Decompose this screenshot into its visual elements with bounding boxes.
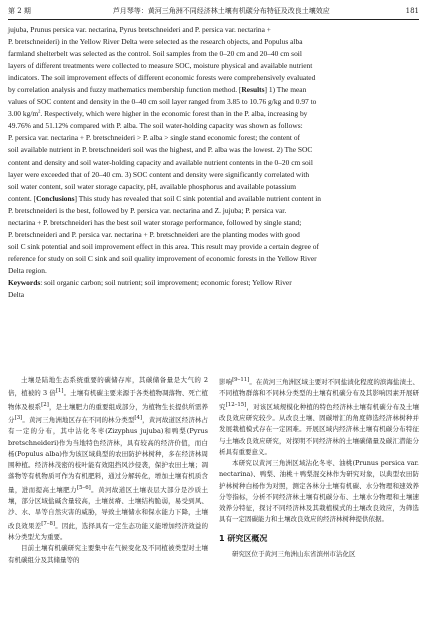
intro-paragraph <box>8 375 208 543</box>
intro-paragraph <box>219 375 419 458</box>
right-column <box>219 375 419 631</box>
abstract-line: soil C sink potential and soil improvement effect in this area. This result may provide a certain degree of <box>8 241 319 251</box>
citation: [7–8] <box>41 520 56 527</box>
abstract-line: P. bretschneideri is the best, followed by P. persica var. nectarina and Z. jujuba; P. persica var. <box>8 205 287 215</box>
abstract-text: ] This study has revealed that soil C sink potential and available nutrient content in <box>74 193 322 203</box>
citation: [9–11] <box>232 377 250 383</box>
abstract-text: by correlation analysis and fuzzy mathematics membership function method. [ <box>8 85 242 95</box>
body-text: 。黄河故道区土壤表层大部分是沙质土壤，部分区域盐碱含量较高，土壤贫瘠、土壤结构脆弱，易受到风、沙、水、旱等自然灾害的威胁，导致土壤储水和保水能力下降，土壤改良效果差 <box>8 485 208 530</box>
body-text: ，黄河故道区经济林占有一定的分布，其中沾化冬枣(Zizyphus jujuba)和鸭梨(Pyrus bretschneideri)作为当地特色经济林，具有较高的经济价值，而白杨(Populus alba)作为该区域典型的农田防护林树种，多在经济林周围种植。经济林茂密的枝叶能有效阻挡风沙侵袭，保护农田土壤；凋落物等有机物质可作为有机肥料，通过分解转化，增加土壤有机质含量，进而提高土壤肥力 <box>8 416 208 494</box>
keywords-text: : soil organic carbon; soil nutrient; soil improvement; economic forest; Yellow River <box>40 277 292 287</box>
abstract-text: 3.00 kg/m <box>8 109 39 119</box>
conclusions-label: Conclusions <box>36 193 75 203</box>
issue-number: 第 2 期 <box>8 7 31 15</box>
abstract-line: farmland shelterbelt was selected as the control. Soil samples from the 0–20 cm and 20–40 cm soil <box>8 49 302 59</box>
citation: [12–15] <box>225 401 247 408</box>
superscript: 2 <box>38 108 41 114</box>
body-text: 。因此，选择具有一定生态功能又能增加经济效益的林分类型尤为重要。 <box>8 521 208 542</box>
abstract-line: P. bretschneideri) in the Yellow River Delta were selected as the research objects, and Populus alba <box>8 37 303 47</box>
abstract-line: jujuba, Prunus persica var. nectarina, Pyrus bretschneideri and P. persica var. nectarina + <box>8 25 271 34</box>
intro-paragraph: 本研究以黄河三角洲区域沾化冬枣、油桃(Prunus persica var. nectarina)、鸭梨、油桃＋鸭梨混交林作为研究对象，以典型农田防护林树种白杨作为对照，测定各林分土壤有机碳、水分物理和速效养分等指标，分析不同经济林土壤有机碳分布、土壤水分物理和土壤速效养分特征，探讨不同经济林及其栽植模式的土壤改良效应，为筛选具有一定固碳能力和土壤改良效应的经济林树种提供依据。 <box>219 459 419 524</box>
left-column <box>8 375 208 631</box>
english-abstract <box>8 24 419 301</box>
keywords-line: Delta <box>8 290 25 300</box>
abstract-line: reference for study on soil C sink and soil quality improvement of economic forests in the Yellow River <box>8 253 317 263</box>
body-text: 影响 <box>219 378 233 387</box>
citation: [4] <box>134 415 143 422</box>
results-label: Results <box>241 85 265 95</box>
abstract-line: soil available nutrient in P. bretschneideri soil was the highest, and P. alba was the lowest. 2) The SOC <box>8 145 313 155</box>
abstract-line <box>8 193 419 205</box>
body-text: 土壤是陆地生态系统重要的碳储存库，其碳储备量是大气的 2 倍，植被的 3 倍 <box>8 376 208 398</box>
abstract-text: content. [ <box>8 193 37 203</box>
header-divider <box>8 19 419 20</box>
abstract-line: soil water content, soil water storage capacity, pH, available phosphorus and available potassium <box>8 181 297 191</box>
abstract-line: Delta region. <box>8 265 47 275</box>
page-header <box>8 4 419 18</box>
intro-paragraph: 目前土壤有机碳研究主要集中在气候变化及不同植被类型对土壤有机碳组分及其储量等的 <box>8 544 208 564</box>
abstract-line <box>8 84 419 96</box>
page-number: 181 <box>405 7 419 15</box>
keywords-label: Keywords <box>8 277 41 287</box>
section-paragraph: 研究区位于黄河三角洲山东省滨州市沾化区 <box>232 549 356 558</box>
abstract-line: P. bretschneideri and P. persica var. nectarina + P. bretschneideri are the planting modes with good <box>8 229 300 239</box>
citation: [1] <box>55 388 64 395</box>
abstract-line: layers of different treatments were collected to measure SOC, moisture physical and available nutrient <box>8 61 313 71</box>
abstract-line: values of SOC content and density in the 0–40 cm soil layer ranged from 3.85 to 10.76 g/kg and 0.97 to <box>8 97 317 107</box>
abstract-line: P. persica var. nectarina + P. bretschneideri > P. alba > single stand economic forest; the content of <box>8 133 301 143</box>
running-title: 芦月琴等：黄河三角洲不同经济林土壤有机碳分布特征及改良土壤效应 <box>112 7 330 15</box>
keywords-line <box>8 277 419 289</box>
citation: [2] <box>41 401 49 408</box>
body-text: ，是土壤肥力的重要组成部分，为植物生长提供所需养分 <box>8 402 208 425</box>
abstract-line <box>8 108 419 120</box>
abstract-line: content and density and soil water-holding capacity and available nutrient contents in the 0–20 cm soil <box>8 157 313 167</box>
abstract-line: indicators. The soil improvement effects of different economic forests were comprehensively evaluated <box>8 73 316 83</box>
body-text: ，对该区域规模化种植的特色经济林土壤有机碳分布及土壤改良效应研究较少。从改良土壤、固碳增汇的角度筛选经济林树种并发展栽植模式存在一定困难。开展区域内经济林土壤有机碳分布特征与土壤改良效应研究，对探明不同经济林的土壤碳储量及碳汇潜能分析具有重要意义。 <box>219 402 419 456</box>
section-heading: 1 研究区概况 <box>219 533 268 543</box>
abstract-line: 49.76% and 51.12% compared with P. alba. The soil water-holding capacity was shown as follows: <box>8 121 303 131</box>
abstract-text: . Respectively, which were higher in the economic forest than in the P. alba, increasing by <box>40 109 308 119</box>
abstract-text: ] 1) The mean <box>264 85 307 95</box>
abstract-line: layer were exceeded that of 20–40 cm. 3) SOC content and density were significantly correlated with <box>8 169 310 179</box>
citation: [3] <box>14 415 23 422</box>
body-text: 。在黄河三角洲区域主要对不同盐渍化程度的滨海盐渍土、不同植物群落和不同林分类型的土壤有机碳分布及其影响因素开展研究 <box>219 378 419 411</box>
body-text: 。黄河三角洲地区存在不同的林分类型 <box>22 416 135 425</box>
body-columns <box>8 375 419 631</box>
abstract-line: nectarina + P. bretschneideri has the best soil water storage performance, followed by single stand; <box>8 217 302 227</box>
citation: [5–6] <box>76 484 91 491</box>
body-text: 。土壤有机碳主要来源于各类植物凋落物、死亡植物体及根系 <box>8 389 208 411</box>
